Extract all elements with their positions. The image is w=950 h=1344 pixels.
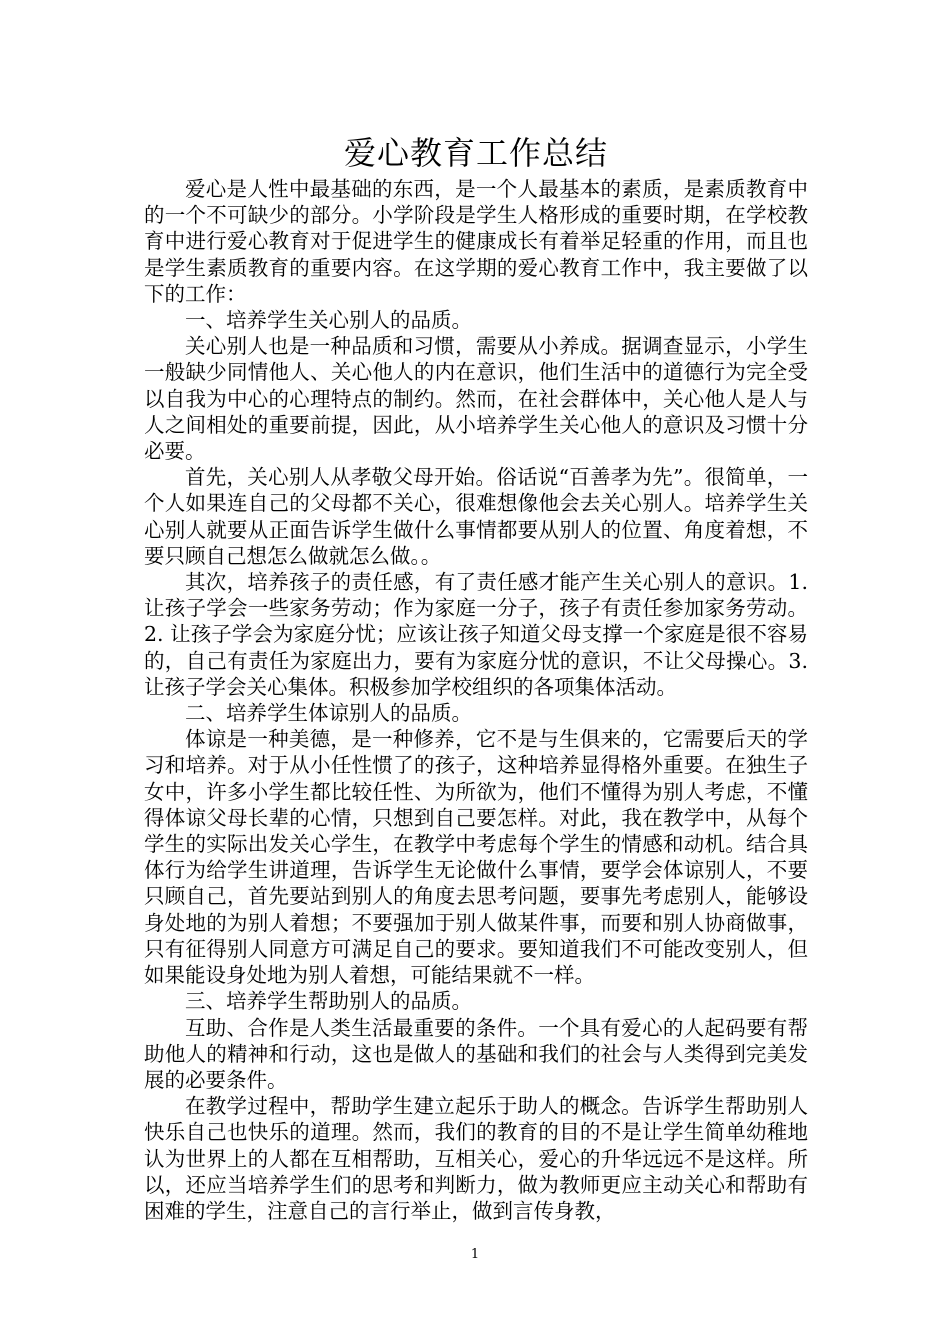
paragraph: 关心别人也是一种品质和习惯，需要从小养成。据调查显示，小学生一般缺少同情他人、关心他人的内在意识，他们生活中的道德行为完全受以自我为中心的心理特点的制约。然而，在社会群体中，关心他人是人与人之间相处的重要前提，因此，从小培养学生关心他人的意识及习惯十分必要。 bbox=[144, 334, 808, 464]
paragraph: 体谅是一种美德，是一种修养，它不是与生俱来的，它需要后天的学习和培养。对于从小任性惯了的孩子，这种培养显得格外重要。在独生子女中，许多小学生都比较任性、为所欲为，他们不懂得为别人考虑，不懂得体谅父母长辈的心情，只想到自己要怎样。对此，我在教学中，从每个学生的实际出发关心学生，在教学中考虑每个学生的情感和动机。结合具体行为给学生讲道理，告诉学生无论做什么事情，要学会体谅别人，不要只顾自己，首先要站到别人的角度去思考问题，要事先考虑别人，能够设身处地的为别人着想；不要强加于别人做某件事，而要和别人协商做事，只有征得别人同意方可满足自己的要求。要知道我们不可能改变别人，但如果能设身处地为别人着想，可能结果就不一样。 bbox=[144, 727, 808, 988]
document-body bbox=[144, 130, 808, 1224]
section-heading-3: 三、培养学生帮助别人的品质。 bbox=[185, 989, 472, 1014]
document-title: 爱心教育工作总结 bbox=[343, 134, 608, 172]
page-number: 1 bbox=[470, 1247, 480, 1262]
paragraph: 其次，培养孩子的责任感，有了责任感才能产生关心别人的意识。1. 让孩子学会一些家务劳动；作为家庭一分子，孩子有责任参加家务劳动。2. 让孩子学会为家庭分忧；应该让孩子知道父母支撑一个家庭是很不容易的，自己有责任为家庭出力，要有为家庭分忧的意识，不让父母操心。3. 让孩子学会关心集体。积极参加学校组织的各项集体活动。 bbox=[144, 570, 808, 699]
paragraph: 互助、合作是人类生活最重要的条件。一个具有爱心的人起码要有帮助他人的精神和行动，这也是做人的基础和我们的社会与人类得到完美发展的必要条件。 bbox=[144, 1015, 808, 1092]
section-heading-1: 一、培养学生关心别人的品质。 bbox=[185, 308, 472, 333]
paragraph: 首先，关心别人从孝敬父母开始。俗话说“百善孝为先”。很简单，一个人如果连自己的父母都不关心，很难想像他会去关心别人。培养学生关心别人就要从正面告诉学生做什么事情都要从别人的位置、角度着想，不要只顾自己想怎么做就怎么做。。 bbox=[144, 465, 808, 568]
paragraph: 在教学过程中，帮助学生建立起乐于助人的概念。告诉学生帮助别人快乐自己也快乐的道理。然而，我们的教育的目的不是让学生简单幼稚地认为世界上的人都在互相帮助，互相关心，爱心的升华远远不是这样。所以，还应当培养学生们的思考和判断力，做为教师更应主动关心和帮助有困难的学生，注意自己的言行举止，做到言传身教， bbox=[144, 1094, 808, 1223]
paragraph-intro: 爱心是人性中最基础的东西，是一个人最基本的素质，是素质教育中的一个不可缺少的部分。小学阶段是学生人格形成的重要时期，在学校教育中进行爱心教育对于促进学生的健康成长有着举足轻重的作用，而且也是学生素质教育的重要内容。在这学期的爱心教育工作中，我主要做了以下的工作： bbox=[144, 177, 808, 306]
section-heading-2: 二、培养学生体谅别人的品质。 bbox=[185, 701, 472, 726]
